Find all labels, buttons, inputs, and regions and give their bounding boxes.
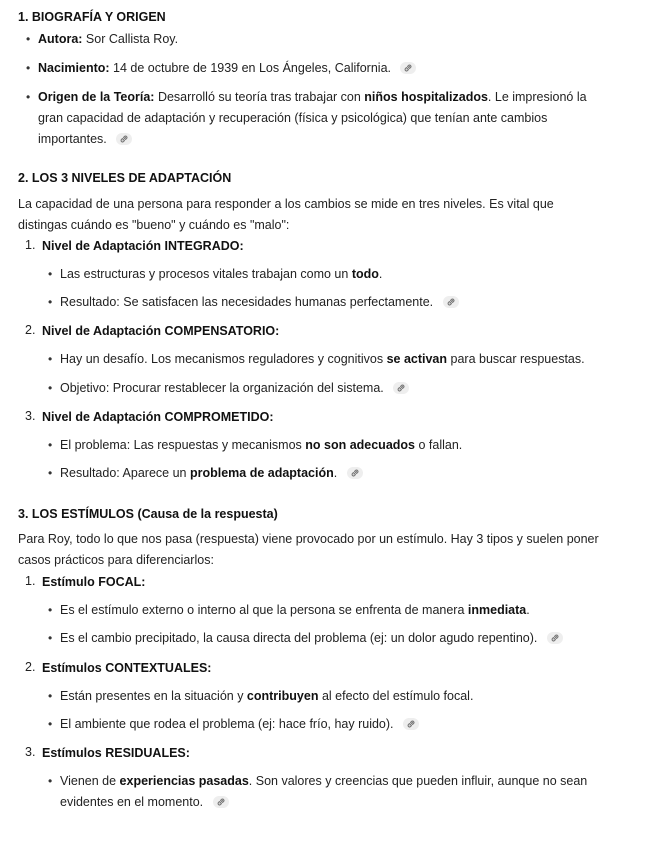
list-item: Resultado: Se satisfacen las necesidades humanas perfectamente. [60, 294, 459, 310]
text-line: casos prácticos para diferenciarlos: [18, 553, 214, 567]
bullet: • [48, 774, 53, 788]
bullet: • [26, 90, 31, 104]
level-title: Nivel de Adaptación COMPENSATORIO: [42, 324, 280, 338]
text-line: Para Roy, todo lo que nos pasa (respuesta) viene provocado por un estímulo. Hay 3 tipos y suelen poner [18, 532, 599, 546]
list-number: 1. [25, 574, 36, 588]
link-icon[interactable] [403, 718, 419, 730]
stimulus-title: Estímulo FOCAL: [42, 575, 146, 589]
list-number: 3. [25, 409, 36, 423]
bullet: • [26, 32, 31, 46]
list-item: Vienen de experiencias pasadas. Son valores y creencias que pueden influir, aunque no sean [60, 774, 588, 788]
list-item: Autora: Sor Callista Roy. [38, 32, 179, 46]
bullet: • [48, 352, 53, 366]
list-item: Objetivo: Procurar restablecer la organización del sistema. [60, 380, 409, 396]
list-item: Resultado: Aparece un problema de adaptación. [60, 465, 363, 481]
bullet: • [48, 381, 53, 395]
list-number: 1. [25, 238, 36, 252]
text-line: La capacidad de una persona para responder a los cambios se mide en tres niveles. Es vital que [18, 197, 554, 211]
link-icon[interactable] [393, 382, 409, 394]
level-title: Nivel de Adaptación COMPROMETIDO: [42, 410, 274, 424]
bullet: • [48, 295, 53, 309]
list-item: Las estructuras y procesos vitales trabajan como un todo. [60, 267, 383, 281]
stimulus-title: Estímulos CONTEXTUALES: [42, 661, 212, 675]
list-item: Hay un desafío. Los mecanismos reguladores y cognitivos se activan para buscar respuestas. [60, 352, 585, 366]
link-icon[interactable] [443, 296, 459, 308]
link-icon[interactable] [116, 133, 132, 145]
bullet: • [48, 689, 53, 703]
bullet: • [48, 438, 53, 452]
list-item: El ambiente que rodea el problema (ej: hace frío, hay ruido). [60, 716, 419, 732]
stimulus-title: Estímulos RESIDUALES: [42, 746, 190, 760]
list-number: 3. [25, 745, 36, 759]
bullet: • [48, 466, 53, 480]
list-item: Es el estímulo externo o interno al que la persona se enfrenta de manera inmediata. [60, 603, 530, 617]
section-3-title: 3. LOS ESTÍMULOS (Causa de la respuesta) [18, 507, 278, 521]
text-line: importantes. [38, 131, 132, 147]
bullet: • [48, 603, 53, 617]
list-number: 2. [25, 660, 36, 674]
link-icon[interactable] [547, 632, 563, 644]
bullet: • [26, 61, 31, 75]
link-icon[interactable] [213, 796, 229, 808]
list-item: El problema: Las respuestas y mecanismos no son adecuados o fallan. [60, 438, 463, 452]
link-icon[interactable] [400, 62, 416, 74]
text-line: distingas cuándo es "bueno" y cuándo es "malo": [18, 218, 290, 232]
section-2-title: 2. LOS 3 NIVELES DE ADAPTACIÓN [18, 171, 232, 185]
list-item: Origen de la Teoría: Desarrolló su teoría tras trabajar con niños hospitalizados. Le impresionó la [38, 90, 587, 104]
level-title: Nivel de Adaptación INTEGRADO: [42, 239, 244, 253]
bullet: • [48, 631, 53, 645]
section-1-title: 1. BIOGRAFÍA Y ORIGEN [18, 10, 166, 24]
bullet: • [48, 267, 53, 281]
text-line: evidentes en el momento. [60, 794, 229, 810]
list-item: Están presentes en la situación y contribuyen al efecto del estímulo focal. [60, 689, 474, 703]
list-number: 2. [25, 323, 36, 337]
list-item: Nacimiento: 14 de octubre de 1939 en Los Ángeles, California. [38, 60, 416, 76]
text-line: gran capacidad de adaptación y recuperación (física y psicológica) que tenían ante cambios [38, 111, 548, 125]
link-icon[interactable] [347, 467, 363, 479]
list-item: Es el cambio precipitado, la causa directa del problema (ej: un dolor agudo repentino). [60, 630, 563, 646]
bullet: • [48, 717, 53, 731]
